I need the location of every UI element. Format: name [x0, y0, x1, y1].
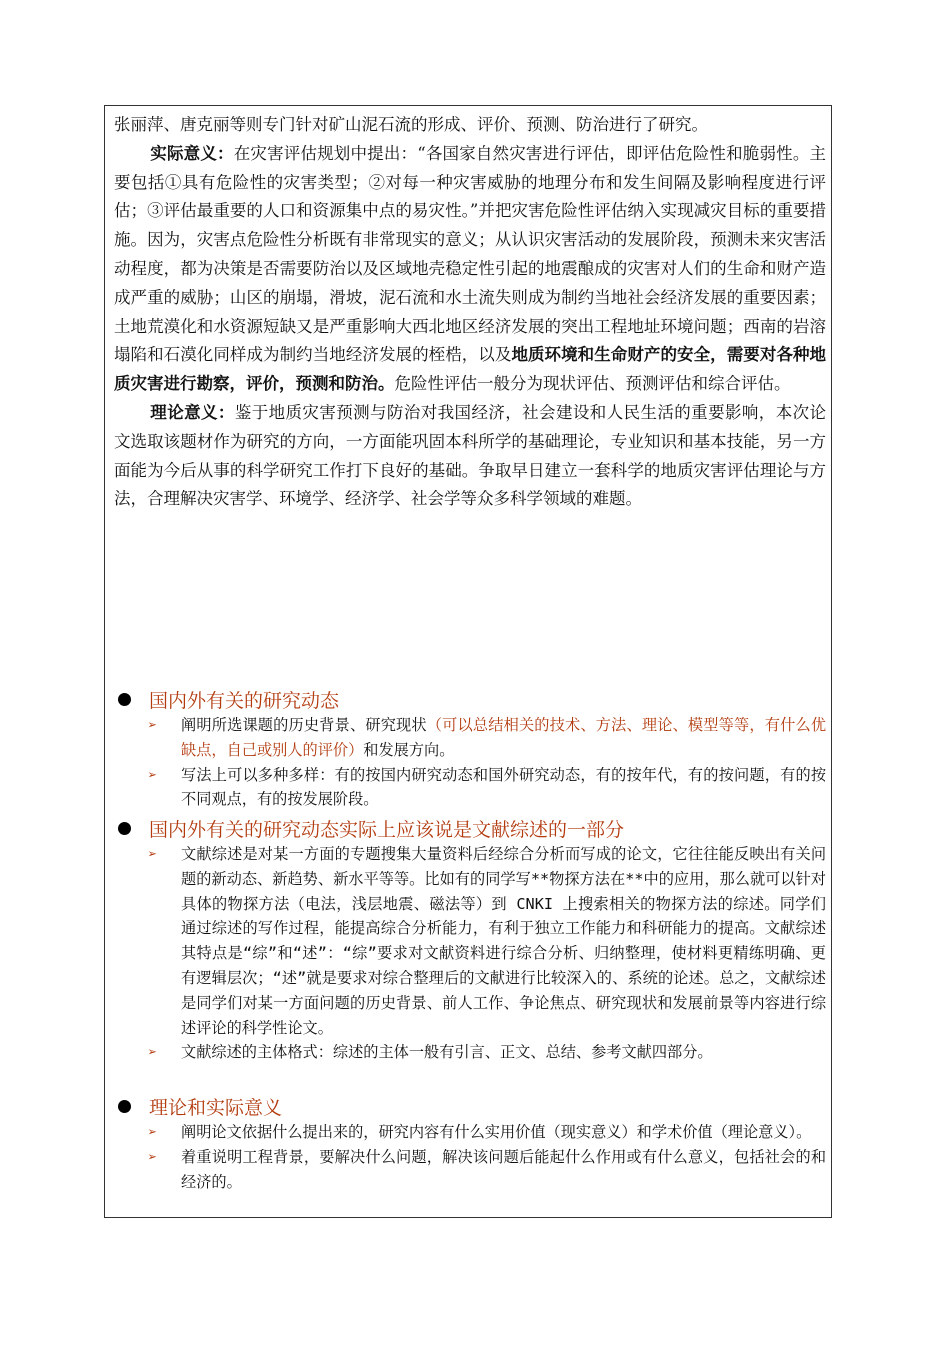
list-item	[148, 1120, 826, 1145]
section-list	[148, 1120, 826, 1194]
list-text: 文献综述的主体格式：综述的主体一般有引言、正文、总结、参考文献四部分。	[181, 1043, 713, 1062]
practical-label: 实际意义：	[150, 143, 234, 163]
paragraph: 张丽萍、唐克丽等则专门针对矿山泥石流的形成、评价、预测、防治进行了研究。	[114, 115, 708, 134]
paragraph-theory	[114, 399, 826, 514]
arrow-bullet-icon: ➢	[148, 1043, 158, 1062]
section-list	[148, 842, 826, 1065]
theory-label: 理论意义：	[150, 402, 235, 422]
list-item	[148, 763, 826, 813]
list-item	[148, 713, 826, 763]
arrow-bullet-icon: ➢	[148, 765, 158, 784]
list-text: 和发展方向。	[363, 740, 455, 759]
paragraph-practical	[114, 140, 826, 399]
arrow-bullet-icon: ➢	[148, 716, 158, 734]
practical-bold: 地质环境和生命财产的安全，需要对各种地质灾害进行勘察，评价，预测和防治。	[114, 345, 827, 394]
body-text	[114, 111, 826, 514]
list-text-highlight: （可以总结相关的技术、方法、理论、模型等等，有什么优缺点，自己或别人的评价）	[181, 716, 827, 759]
list-text: 阐明所选课题的历史背景、研究现状	[181, 716, 427, 734]
arrow-bullet-icon: ➢	[148, 1123, 158, 1141]
list-text: 文献综述是对某一方面的专题搜集大量资料后经综合分析而写成的论文，它往往能反映出有关问题的新动态、新趋势、新水平等等。比如有的同学写**物探方法在**中的应用，那么就可以针对具体的物探方法（电法，浅层地震、磁法等）到 CNKI 上搜索相关的物探方法的综述。同学们通过综述的写作过程，能提高综合分析能力，有利于独立工作能力和科研能力的提高。文献综述其特点是“综”和“述”：“综”要求对文献资料进行综合分析、归纳整理，使材料更精练明确、更有逻辑层次；“述”就是要求对综合整理后的文献进行比较深入的、系统的论述。总之，文献综述是同学们对某一方面问题的历史背景、前人工作、争论焦点、研究现状和发展前景等内容进行综述评论的科学性论文。	[181, 845, 826, 1037]
list-item	[148, 1145, 826, 1195]
practical-text: 在灾害评估规划中提出：“各国家自然灾害进行评估，即评估危险性和脆弱性。主要包括①具有危险性的灾害类型；②对每一种灾害威胁的地理分布和发生间隔及影响程度进行评估；③评估最重要的人口和资源集中点的易灾性。”并把灾害危险性评估纳入实现减灾目标的重要措施。因为，灾害点危险性分析既有非常现实的意义；从认识灾害活动的发展阶段，预测未来灾害活动程度，都为决策是否需要防治以及区域地壳稳定性引起的地震酿成的灾害对人们的生命和财产造成严重的威胁；山区的崩塌，滑坡，泥石流和水土流失则成为制约当地社会经济发展的重要因素；土地荒漠化和水资源短缺又是严重影响大西北地区经济发展的突出工程地址环境问题；西南的岩溶塌陷和石漠化同样成为制约当地经济发展的桎梏，以及	[114, 143, 827, 365]
section-list	[148, 713, 826, 812]
list-item	[148, 842, 826, 1040]
section-title: 理论和实际意义	[149, 1097, 283, 1119]
arrow-bullet-icon: ➢	[148, 845, 158, 863]
arrow-bullet-icon: ➢	[148, 1147, 158, 1166]
list-item	[148, 1040, 826, 1065]
section-title: 国内外有关的研究动态实际上应该说是文献综述的一部分	[149, 819, 625, 841]
section-heading	[118, 815, 624, 842]
list-text: 写法上可以多种多样：有的按国内研究动态和国外研究动态，有的按年代，有的按问题，有的按不同观点，有的按发展阶段。	[181, 765, 826, 809]
section-heading	[118, 686, 339, 713]
section-heading	[118, 1093, 282, 1120]
list-text: 着重说明工程背景，要解决什么问题，解决该问题后能起什么作用或有什么意义，包括社会的和经济的。	[181, 1147, 826, 1191]
bullet-icon	[118, 693, 131, 706]
list-text: 阐明论文依据什么提出来的，研究内容有什么实用价值（现实意义）和学术价值（理论意义）。	[181, 1123, 812, 1141]
practical-text-end: 危险性评估一般分为现状评估、预测评估和综合评估。	[394, 374, 791, 394]
section-title: 国内外有关的研究动态	[149, 690, 340, 712]
bullet-icon	[118, 822, 131, 835]
theory-text: 鉴于地质灾害预测与防治对我国经济，社会建设和人民生活的重要影响，本次论文选取该题材作为研究的方向，一方面能巩固本科所学的基础理论，专业知识和基本技能，另一方面能为今后从事的科学研究工作打下良好的基础。争取早日建立一套科学的地质灾害评估理论与方法，合理解决灾害学、环境学、经济学、社会学等众多科学领域的难题。	[114, 402, 827, 509]
bullet-icon	[118, 1100, 131, 1113]
